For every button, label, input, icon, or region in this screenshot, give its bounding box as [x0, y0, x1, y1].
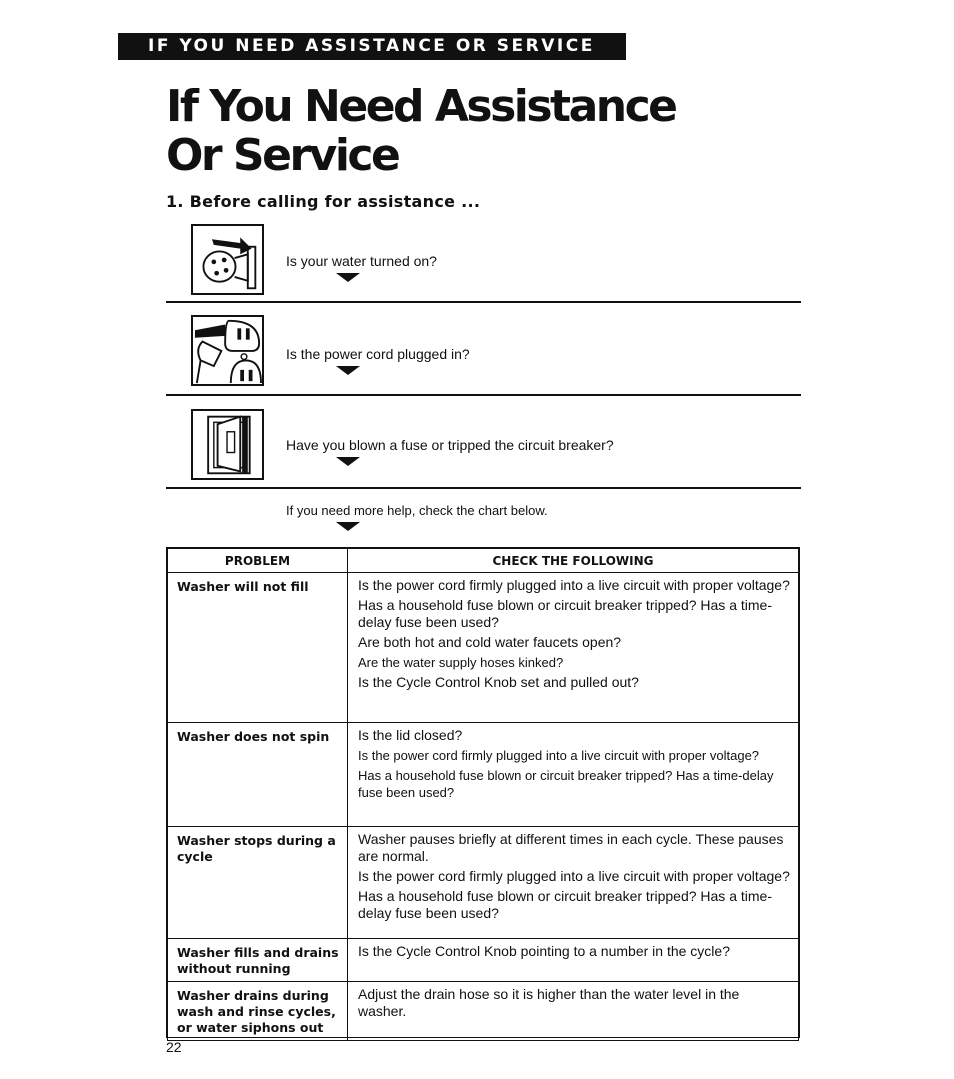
table-row [168, 827, 799, 939]
table-row [168, 939, 799, 982]
problem-cell: Washer stops during a cycle [168, 827, 348, 939]
check-cell [348, 573, 799, 723]
check-item: Has a household fuse blown or circuit breaker tripped? Has a time-delay fuse been used? [358, 888, 772, 921]
check-cell [348, 982, 799, 1041]
column-header-check: CHECK THE FOLLOWING [348, 549, 799, 573]
divider [166, 301, 801, 303]
check-item: Is the power cord firmly plugged into a live circuit with proper voltage? [358, 748, 760, 763]
column-header-problem: PROBLEM [168, 549, 348, 573]
more-help-note: If you need more help, check the chart below. [286, 503, 548, 518]
check-cell [348, 939, 799, 982]
check-item: Washer pauses briefly at different times in each cycle. These pauses are normal. [358, 831, 784, 864]
table-row [168, 982, 799, 1041]
problem-cell: Washer does not spin [168, 723, 348, 827]
check-item: Is the power cord firmly plugged into a live circuit with proper voltage? [358, 868, 790, 884]
section-banner: IF YOU NEED ASSISTANCE OR SERVICE [118, 33, 626, 60]
troubleshooting-table [166, 547, 800, 1038]
down-arrow-icon [336, 522, 360, 531]
page-number: 22 [166, 1039, 182, 1055]
checklist-question-2: Is the power cord plugged in? [286, 346, 470, 362]
check-item: Are the water supply hoses kinked? [358, 655, 564, 670]
divider [166, 394, 801, 396]
page-title-line-2: Or Service [166, 130, 399, 181]
down-arrow-icon [336, 273, 360, 282]
check-item: Is the power cord firmly plugged into a live circuit with proper voltage? [358, 577, 790, 593]
table-header-row [168, 549, 799, 573]
table-row [168, 723, 799, 827]
page-title [166, 82, 676, 180]
check-item: Is the lid closed? [358, 727, 463, 743]
check-item: Has a household fuse blown or circuit breaker tripped? Has a time-delay fuse been used? [358, 597, 772, 630]
check-item: Are both hot and cold water faucets open? [358, 634, 622, 650]
table-row [168, 573, 799, 723]
check-item: Has a household fuse blown or circuit breaker tripped? Has a time-delay fuse been used? [358, 768, 774, 800]
check-item: Adjust the drain hose so it is higher than the water level in the washer. [358, 986, 740, 1019]
circuit-breaker-icon [191, 409, 264, 480]
power-outlet-icon [191, 315, 264, 386]
problem-cell: Washer drains during wash and rinse cycles, or water siphons out [168, 982, 348, 1041]
section-heading: 1. Before calling for assistance ... [166, 192, 481, 211]
problem-cell: Washer will not fill [168, 573, 348, 723]
down-arrow-icon [336, 457, 360, 466]
down-arrow-icon [336, 366, 360, 375]
check-cell [348, 723, 799, 827]
page-title-line-1: If You Need Assistance [166, 81, 676, 132]
divider [166, 487, 801, 489]
check-item: Is the Cycle Control Knob set and pulled out? [358, 674, 639, 690]
checklist-question-1: Is your water turned on? [286, 253, 437, 269]
checklist-question-3: Have you blown a fuse or tripped the circuit breaker? [286, 437, 614, 453]
check-item: Is the Cycle Control Knob pointing to a number in the cycle? [358, 943, 730, 959]
water-faucet-icon [191, 224, 264, 295]
check-cell [348, 827, 799, 939]
problem-cell: Washer fills and drains without running [168, 939, 348, 982]
